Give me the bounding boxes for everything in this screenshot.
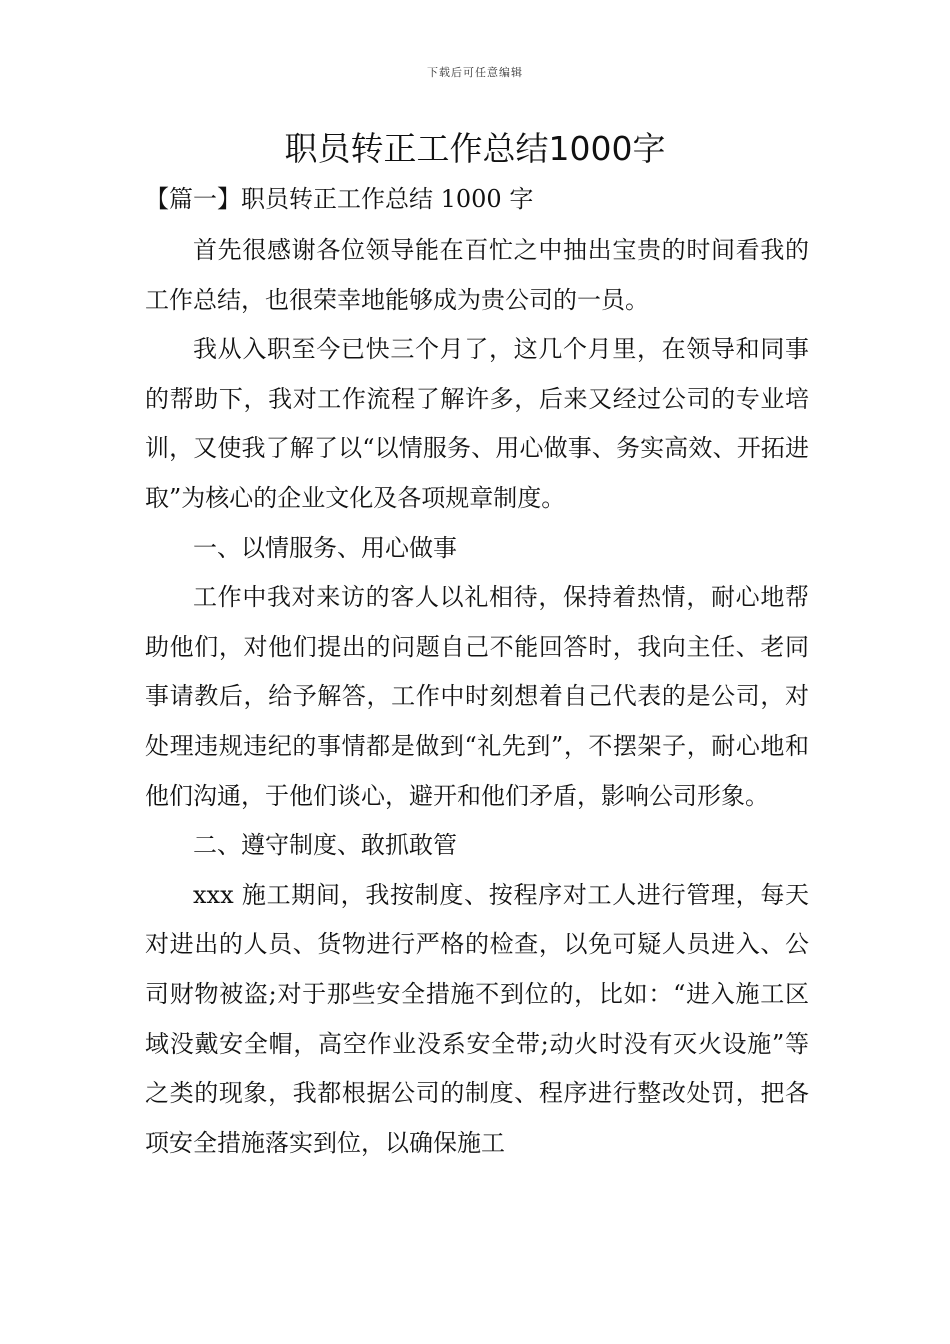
paragraph-rules: xxx 施工期间，我按制度、按程序对工人进行管理，每天对进出的人员、货物进行严格的检查，以免可疑人员进入、公司财物被盗;对于那些安全措施不到位的，比如：“进入施工区域没戴安全帽，高空作业没系安全带;动火时没有灭火设施”等之类的现象，我都根据公司的制度、程序进行整改处罚，把各项安全措施落实到位，以确保施工	[145, 880, 809, 1157]
subheading-service: 一、以情服务、用心做事	[193, 533, 457, 562]
header-note: 下载后可任意编辑	[427, 66, 523, 79]
document-title: 职员转正工作总结1000字	[284, 129, 666, 168]
paragraph-service: 工作中我对来访的客人以礼相待，保持着热情，耐心地帮助他们，对他们提出的问题自己不能回答时，我向主任、老同事请教后，给予解答，工作中时刻想着自己代表的是公司，对处理违规违纪的事情都是做到“礼先到”，不摆架子，耐心地和他们沟通，于他们谈心，避开和他们矛盾，影响公司形象。	[145, 583, 809, 810]
paragraph-intro: 首先很感谢各位领导能在百忙之中抽出宝贵的时间看我的工作总结，也很荣幸地能够成为贵公司的一员。	[145, 236, 809, 314]
paragraph-onboarding: 我从入职至今已快三个月了，这几个月里，在领导和同事的帮助下，我对工作流程了解许多，后来又经过公司的专业培训，又使我了解了以“以情服务、用心做事、务实高效、开拓进取”为核心的企业文化及各项规章制度。	[145, 335, 809, 512]
document-body	[145, 226, 809, 1168]
subheading-rules: 二、遵守制度、敢抓敢管	[193, 831, 457, 860]
section-heading: 【篇一】职员转正工作总结 1000 字	[145, 185, 534, 213]
